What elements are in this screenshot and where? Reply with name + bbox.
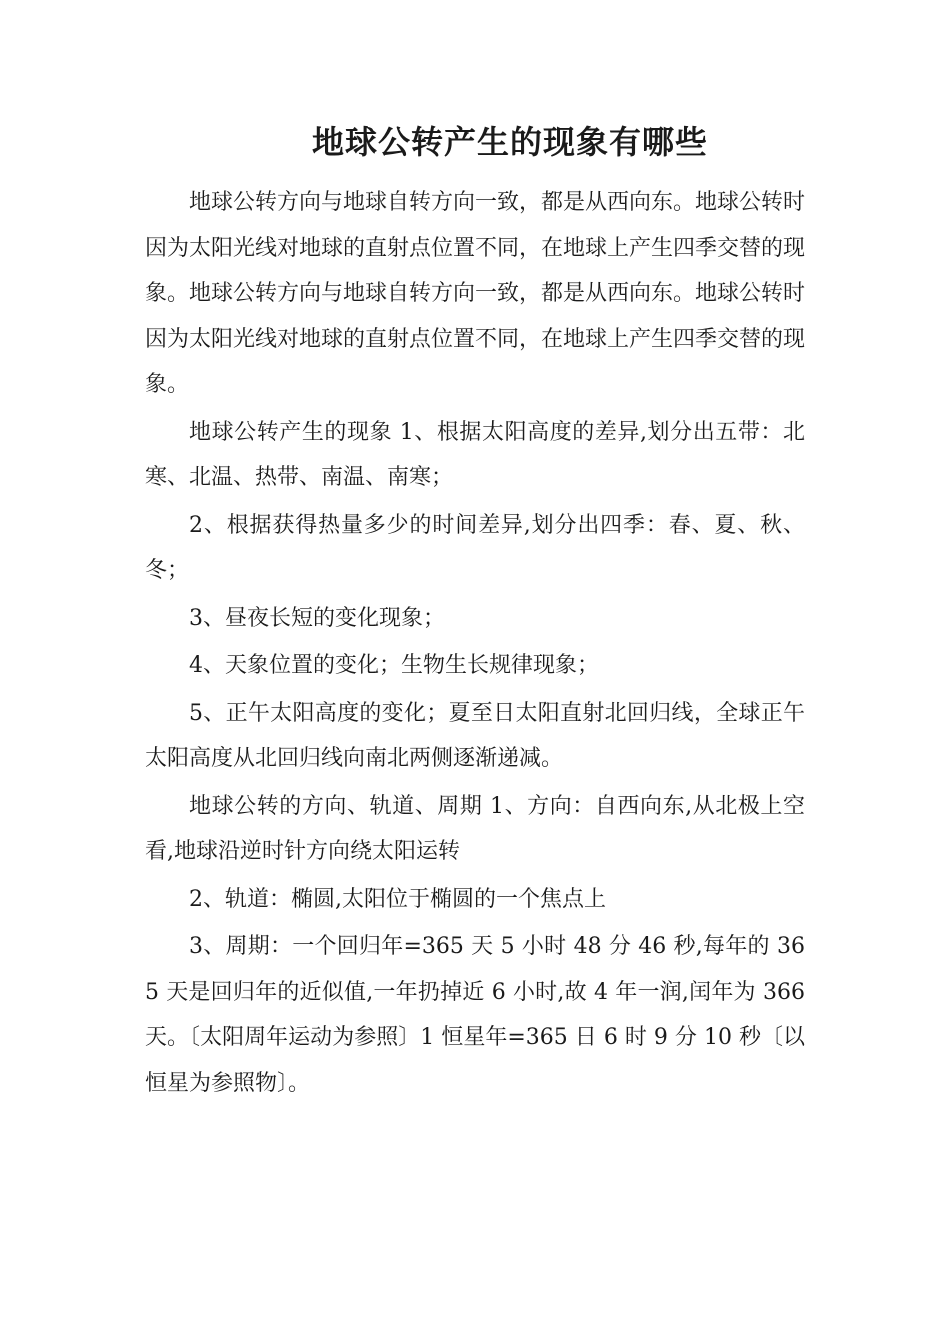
paragraph-orbit-direction: 地球公转的方向、轨道、周期 1、方向：自西向东,从北极上空看,地球沿逆时针方向绕太阳运转: [145, 793, 805, 864]
paragraph-orbit-period: 3、周期：一个回归年=365 天 5 小时 48 分 46 秒,每年的 365 天是回归年的近似值,一年扔掉近 6 小时,故 4 年一润,闰年为 366 天。〔太阳周年运动为参照〕1 恒星年=365 日 6 时 9 分 10 秒〔以恒星为参照物〕。: [145, 934, 805, 1096]
document-page: [145, 118, 805, 1108]
paragraph-orbit-shape: 2、轨道：椭圆,太阳位于椭圆的一个焦点上: [189, 886, 606, 912]
paragraph-phenomena-3: 3、昼夜长短的变化现象；: [189, 605, 445, 631]
paragraph-phenomena-4: 4、天象位置的变化；生物生长规律现象；: [189, 653, 599, 678]
document-title: 地球公转产生的现象有哪些: [311, 123, 708, 161]
paragraph-phenomena-1: 地球公转产生的现象 1、根据太阳高度的差异,划分出五带：北寒、北温、热带、南温、南寒；: [145, 419, 805, 490]
paragraph-intro: 地球公转方向与地球自转方向一致，都是从西向东。地球公转时因为太阳光线对地球的直射点位置不同，在地球上产生四季交替的现象。地球公转方向与地球自转方向一致，都是从西向东。地球公转时因为太阳光线对地球的直射点位置不同，在地球上产生四季交替的现象。: [145, 190, 806, 397]
paragraph-phenomena-5: 5、正午太阳高度的变化；夏至日太阳直射北回归线，全球正午太阳高度从北回归线向南北两侧逐渐递减。: [145, 700, 805, 771]
paragraph-phenomena-2: 2、根据获得热量多少的时间差异,划分出四季：春、夏、秋、冬；: [145, 512, 805, 583]
